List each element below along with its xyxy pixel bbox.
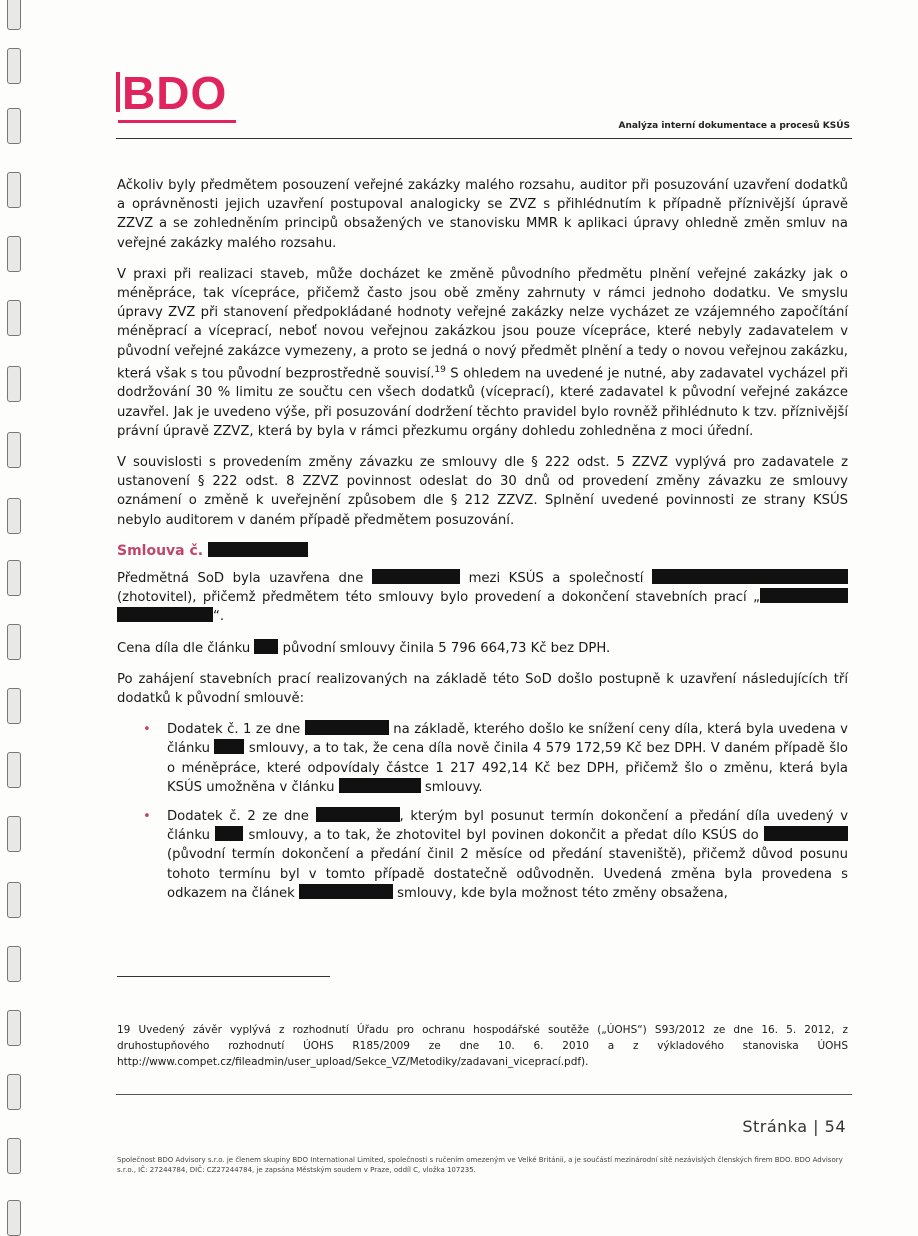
redaction bbox=[316, 807, 400, 822]
list-item: • Dodatek č. 2 ze dne , kterým byl posunut termín dokončení a předání díla uvedený v článku smlouvy, a to tak, že zhotovitel byl povinen dokončit a předat dílo KSÚS do (původní termín dokončení a předání činil 2 měsíce od předání staveniště), přičemž důvod posunu tohoto termínu byl v tomto případě dostatečně odůvodněn. Uvedená změna byla provedena s odkazem na článek smlouvy, kde byla možnost této změny obsažena, bbox=[167, 807, 848, 903]
redaction bbox=[652, 569, 848, 584]
redaction bbox=[339, 778, 421, 793]
binder-hole bbox=[7, 498, 21, 534]
page-body bbox=[117, 176, 848, 913]
binder-hole bbox=[7, 946, 21, 982]
page-number: Stránka | 54 bbox=[742, 1117, 846, 1136]
binder-hole bbox=[7, 1074, 21, 1110]
binder-hole bbox=[7, 108, 21, 144]
redaction bbox=[215, 826, 243, 841]
bdo-logo: BDO bbox=[116, 70, 227, 116]
binder-hole bbox=[7, 1138, 21, 1174]
paragraph: Ačkoliv byly předmětem posouzení veřejné zakázky malého rozsahu, auditor při posuzování uzavření dodatků a oprávněnosti jejich uzavření postupoval analogicky se ZVZ s přihlédnutím k případně příznivější úpravě ZZVZ a se zohledněním principů obsažených ve stanovisku MMR k aplikaci úpravy ohledně změn smluv na veřejné zakázky malého rozsahu. bbox=[117, 178, 848, 251]
binder-hole bbox=[7, 1200, 21, 1236]
amendments-list bbox=[117, 720, 848, 903]
redaction bbox=[214, 739, 244, 754]
legal-notice: Společnost BDO Advisory s.r.o. je členem skupiny BDO International Limited, společnosti s ručením omezeným ve Velké Británii, a je součástí mezinárodní sítě nezávislých členských firem BDO. BDO Advisory s.r.o., IČ: 27244784, DIČ: CZ27244784, je zapsána Městským soudem v Praze, oddíl C, vložka 107235. bbox=[117, 1156, 843, 1174]
logo-underline bbox=[118, 120, 236, 123]
binder-hole bbox=[7, 816, 21, 852]
paragraph: Cena díla dle článku původní smlouvy činila 5 796 664,73 Kč bez DPH. bbox=[117, 640, 611, 656]
footnote: 19 Uvedený závěr vyplývá z rozhodnutí Úřadu pro ochranu hospodářské soutěže („ÚOHS“) S93/2012 ze dne 16. 5. 2012, z druhostupňového rozhodnutí ÚOHS R185/2009 ze dne 10. 6. 2010 a z výkladového stanoviska ÚOHS http://www.compet.cz/fileadmin/user_upload/Sekce_VZ/Metodiky/zadavani_viceprací.pdf). bbox=[117, 1024, 848, 1068]
binder-hole bbox=[7, 432, 21, 468]
footnote-ref: 19 bbox=[434, 364, 446, 375]
footer-divider bbox=[116, 1094, 852, 1095]
redaction bbox=[372, 569, 460, 584]
binder-hole bbox=[7, 300, 21, 336]
binder-hole bbox=[7, 366, 21, 402]
redaction bbox=[305, 720, 389, 735]
redaction bbox=[117, 607, 213, 622]
redaction bbox=[764, 826, 848, 841]
document-title: Analýza interní dokumentace a procesů KSÚS bbox=[618, 121, 850, 131]
paragraph: Předmětná SoD byla uzavřena dne mezi KSÚS a společností (zhotovitel), přičemž předmětem této smlouvy bylo provedení a dokončení stavebních prací „ “. bbox=[117, 569, 848, 627]
footnote-divider bbox=[117, 976, 330, 977]
redaction bbox=[760, 588, 848, 603]
binder-hole bbox=[7, 236, 21, 272]
binder-hole bbox=[7, 1010, 21, 1046]
section-heading: Smlouva č. bbox=[117, 542, 848, 561]
paragraph: V praxi při realizaci staveb, může docházet ke změně původního předmětu plnění veřejné zakázky jak o méněpráce, tak vícepráce, přičemž často jsou obě změny zahrnuty v rámci jednoho dodatku. Ve smyslu úpravy ZVZ při stanovení předpokládané hodnoty veřejné zakázky nelze vycházet ze vzájemného započítání méněprací a víceprací, neboť novou veřejnou zakázkou jsou pouze vícepráce, které nebyly zadavatelem v původní veřejné zakázce vymezeny, a proto se jedná o nový předmět plnění a tedy o novou veřejnou zakázku, která však s tou původní bezprostředně souvisí.$^{19}$ S ohledem na uvedené je nutné, aby zadavatel vycházel při dodržování 30 % limitu ze součtu cen všech dodatků (víceprací), které zadavatel k původní veřejné zakázce uzavřel. Jak je uvedeno výše, při posuzování dodržení těchto pravidel bylo rovněž přihlédnuto k tzv. příznivější právní úpravě ZZVZ, která by byla v rámci přezkumu orgány dohledu zohledněna z moci úřední. bbox=[117, 266, 849, 439]
binder-hole bbox=[7, 560, 21, 596]
binder-holes bbox=[0, 0, 30, 1232]
binder-hole bbox=[7, 48, 21, 84]
binder-hole bbox=[7, 752, 21, 788]
paragraph: V souvislosti s provedením změny závazku ze smlouvy dle § 222 odst. 5 ZZVZ vyplývá pro zadavatele z ustanovení § 222 odst. 8 ZZVZ povinnost odeslat do 30 dnů od provedení změny závazku ze smlouvy oznámení o změně k uveřejnění způsobem dle § 212 ZZVZ. Splnění uvedené povinnosti ze strany KSÚS nebylo auditorem v daném případě předmětem posuzování. bbox=[117, 455, 848, 528]
paragraph: Po zahájení stavebních prací realizovaných na základě této SoD došlo postupně k uzavření následujících tří dodatků k původní smlouvě: bbox=[117, 671, 848, 707]
list-item: • Dodatek č. 1 ze dne na základě, kterého došlo ke snížení ceny díla, která byla uvedena v článku smlouvy, a to tak, že cena díla nově činila 4 579 172,59 Kč bez DPH. V daném případě šlo o méněpráce, které odpovídaly částce 1 217 492,14 Kč bez DPH, přičemž šlo o změnu, která byla KSÚS umožněna v článku smlouvy. bbox=[167, 720, 848, 797]
binder-hole bbox=[7, 0, 21, 30]
header-divider bbox=[116, 138, 852, 139]
binder-hole bbox=[7, 172, 21, 208]
redaction bbox=[254, 639, 278, 654]
binder-hole bbox=[7, 624, 21, 660]
binder-hole bbox=[7, 688, 21, 724]
binder-hole bbox=[7, 882, 21, 918]
redaction bbox=[299, 884, 393, 899]
redaction bbox=[208, 542, 308, 557]
